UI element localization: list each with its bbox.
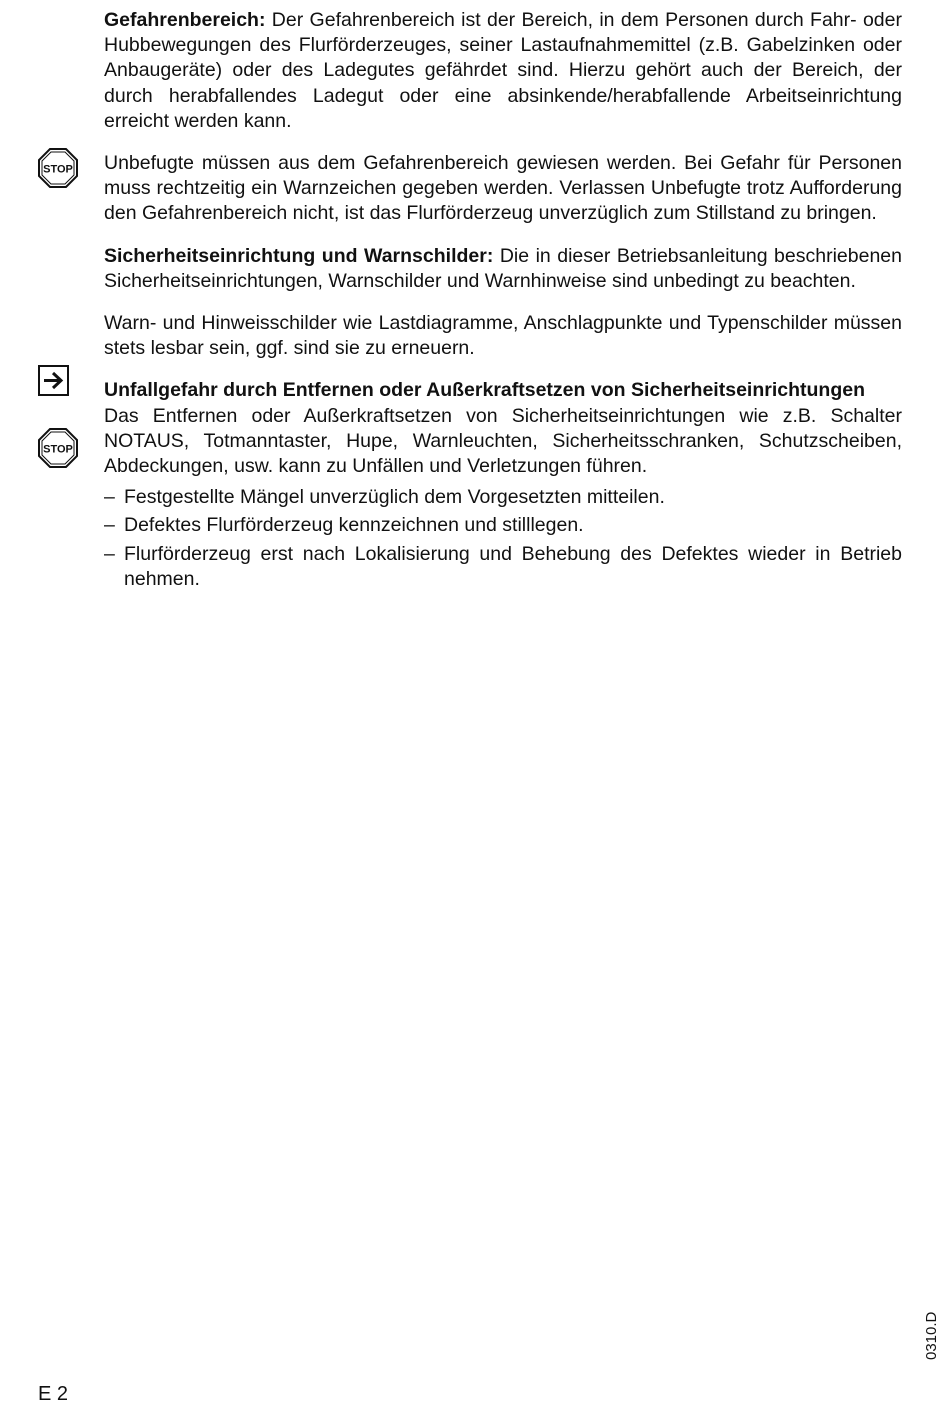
arrow-right-icon [38,365,69,396]
list-item: – Defektes Flurförderzeug kennzeichnen und stilllegen. [104,513,902,538]
dash-marker: – [104,514,115,537]
stop-icon [38,148,78,188]
defect-action-list [104,485,902,592]
page-number: E 2 [38,1383,69,1405]
unauthorized-paragraph [104,151,902,227]
document-code: 0310.D [923,1311,940,1360]
accident-risk-heading: Unfallgefahr durch Entfernen oder Außerkraftsetzen von Sicherheitseinrichtungen [104,379,865,402]
document-body [104,8,902,595]
dash-marker: – [104,542,115,565]
safety-devices-text: Die in dieser Betriebsanleitung beschriebenen Sicherheitseinrichtungen, Warnschilder und Warnhinweise sind unbedingt zu beachten. [104,244,902,292]
list-item: – Flurförderzeug erst nach Lokalisierung und Behebung des Defektes wieder in Betrieb nehmen. [104,542,902,590]
safety-devices-label: Sicherheitseinrichtung und Warnschilder: [104,244,494,267]
warning-signs-paragraph [104,311,902,361]
unauthorized-text: Unbefugte müssen aus dem Gefahrenbereich gewiesen werden. Bei Gefahr für Personen muss rechtzeitig ein Warnzeichen gegeben werden. Verlassen Unbefugte trotz Aufforderung den Gefahrenbereich nicht, ist das Flurförderzeug unverzüglich zum Stillstand zu bringen. [104,152,902,225]
danger-zone-label: Gefahrenbereich: [104,9,266,31]
list-item: – Festgestellte Mängel unverzüglich dem Vorgesetzten mitteilen. [104,485,902,510]
dash-marker: – [104,486,115,509]
accident-risk-section [104,378,902,479]
warning-signs-text: Warn- und Hinweisschilder wie Lastdiagramme, Anschlagpunkte und Typenschilder müssen stets lesbar sein, ggf. sind sie zu erneuern. [104,312,902,360]
danger-zone-text: Der Gefahrenbereich ist der Bereich, in dem Personen durch Fahr- oder Hubbewegungen des Flurförderzeuges, seiner Lastaufnahmemittel (z.B. Gabelzinken oder Anbaugeräte) oder des Ladegutes gefährdet sind. Hierzu gehört auch der Bereich, der durch herabfallendes Ladegut oder eine absinkende/herabfallende Arbeitseinrichtung erreicht werden kann. [104,9,902,132]
accident-risk-text: Das Entfernen oder Außerkraftsetzen von Sicherheitseinrichtungen wie z.B. Schalter NOTAUS, Totmanntaster, Hupe, Warnleuchten, Sicherheitsschranken, Schutzscheiben, Abdeckungen, usw. kann zu Unfällen und Verletzungen führen. [104,404,902,478]
svg-text:STOP: STOP [43,163,73,176]
safety-devices-paragraph [104,244,902,294]
stop-icon [38,428,78,468]
danger-zone-paragraph [104,8,902,134]
svg-text:STOP: STOP [43,443,73,456]
